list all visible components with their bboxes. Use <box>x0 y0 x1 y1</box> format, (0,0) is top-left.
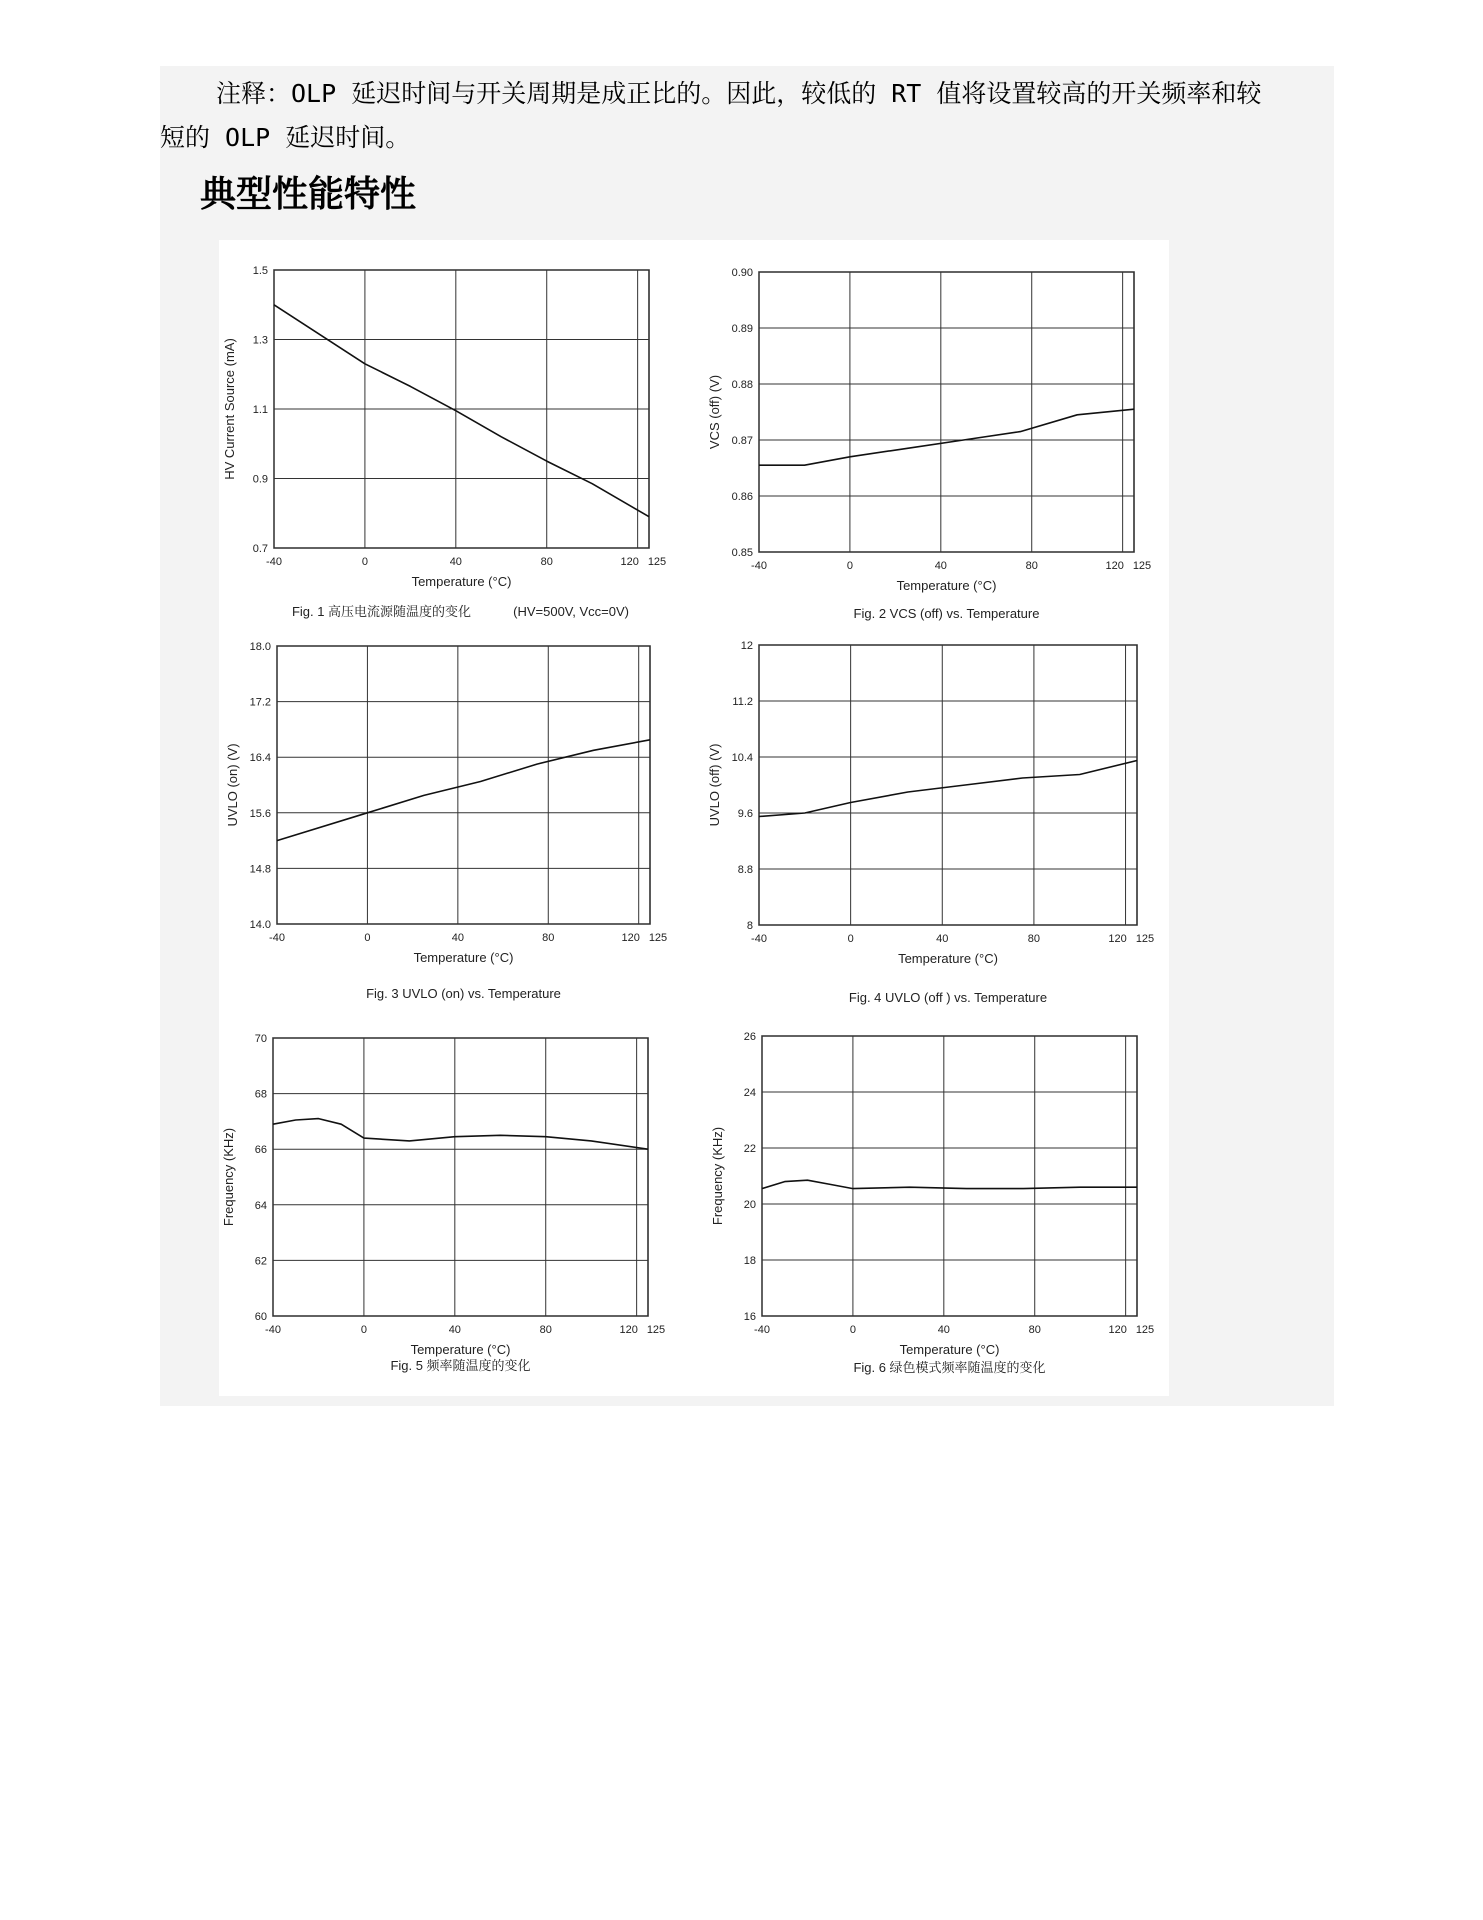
x-tick-label: 0 <box>849 1324 856 1336</box>
x-tick-label: -40 <box>269 932 285 944</box>
x-tick-label: -40 <box>266 556 282 568</box>
x-tick-label: 120 <box>620 556 639 568</box>
figure-sheet <box>219 240 1169 1396</box>
x-tick-label: 80 <box>1027 933 1041 945</box>
x-tick-label: 80 <box>1028 1324 1041 1336</box>
y-tick-label: 8 <box>746 920 753 932</box>
y-tick-label: 22 <box>743 1143 756 1155</box>
y-tick-label: 14.0 <box>249 919 271 931</box>
x-tick-label: 125 <box>648 932 668 944</box>
y-tick-label: 68 <box>254 1088 267 1101</box>
y-axis-title: VCS (off) (V) <box>707 374 722 450</box>
x-tick-label: 0 <box>361 556 368 568</box>
y-tick-label: 20 <box>743 1199 756 1211</box>
note-line-2: 短的 OLP 延迟时间。 <box>160 123 411 152</box>
x-axis-title: Temperature (°C) <box>411 574 512 589</box>
chart-1 <box>222 265 666 619</box>
figure-caption: Fig. 3 UVLO (on) vs. Temperature <box>366 986 561 1001</box>
figure-caption-condition: (HV=500V, Vcc=0V) <box>513 604 629 619</box>
x-tick-label: 40 <box>936 933 949 945</box>
y-tick-label: 0.85 <box>731 547 753 559</box>
x-tick-label: 80 <box>542 932 555 944</box>
chart-6 <box>710 1031 1154 1375</box>
x-tick-label: 120 <box>1108 933 1127 945</box>
y-axis-title: UVLO (on) (V) <box>225 743 240 827</box>
y-tick-label: 0.88 <box>731 379 753 391</box>
chart-2 <box>707 267 1151 621</box>
y-axis-title: UVLO (off) (V) <box>707 743 722 827</box>
y-tick-label: 14.8 <box>249 863 271 876</box>
x-tick-label: 40 <box>451 932 464 944</box>
x-tick-label: -40 <box>751 933 767 945</box>
plot-area <box>273 1038 648 1316</box>
characteristic-charts <box>219 240 1169 1396</box>
y-tick-label: 0.87 <box>731 435 753 447</box>
y-tick-label: 1.3 <box>252 334 268 347</box>
x-tick-label: 120 <box>1105 560 1124 572</box>
x-tick-label: 125 <box>647 556 667 568</box>
y-tick-label: 10.4 <box>731 752 753 764</box>
y-tick-label: 0.89 <box>731 323 753 335</box>
figure-caption: Fig. 4 UVLO (off ) vs. Temperature <box>848 990 1048 1005</box>
plot-area <box>759 645 1137 925</box>
y-tick-label: 16.4 <box>249 752 271 765</box>
figure-caption: Fig. 5 频率随温度的变化 <box>390 1358 531 1373</box>
x-axis-title: Temperature (°C) <box>410 1342 511 1357</box>
x-axis-title: Temperature (°C) <box>896 578 997 593</box>
y-tick-label: 0.9 <box>252 473 268 486</box>
y-tick-label: 1.5 <box>252 265 268 277</box>
y-tick-label: 1.1 <box>252 404 268 416</box>
y-tick-label: 0.86 <box>731 491 753 503</box>
x-tick-label: -40 <box>751 560 767 572</box>
y-tick-label: 62 <box>254 1255 267 1268</box>
x-tick-label: 40 <box>937 1324 950 1336</box>
plot-area <box>759 272 1134 552</box>
x-tick-label: 120 <box>1108 1324 1127 1336</box>
x-tick-label: 125 <box>1132 560 1152 572</box>
y-tick-label: 26 <box>743 1031 756 1043</box>
y-tick-label: 17.2 <box>249 696 271 709</box>
content-panel <box>160 66 1334 1406</box>
note-line-1: 注释：OLP 延迟时间与开关周期是成正比的。因此，较低的 RT 值将设置较高的开关频率和较 <box>216 79 1262 108</box>
y-tick-label: 18.0 <box>249 641 271 653</box>
y-tick-label: 70 <box>254 1033 267 1045</box>
x-tick-label: 80 <box>540 556 553 568</box>
y-tick-label: 0.7 <box>252 543 268 555</box>
y-tick-label: 64 <box>254 1199 267 1212</box>
olp-note <box>160 72 1334 160</box>
y-tick-label: 60 <box>254 1311 267 1323</box>
figure-caption: Fig. 1 高压电流源随温度的变化 <box>291 604 472 619</box>
x-tick-label: -40 <box>265 1324 281 1336</box>
y-tick-label: 16 <box>743 1311 756 1323</box>
y-tick-label: 18 <box>743 1255 756 1267</box>
x-tick-label: 40 <box>934 560 947 572</box>
x-tick-label: 0 <box>364 932 371 944</box>
x-tick-label: 120 <box>621 932 640 944</box>
y-tick-label: 9.6 <box>737 808 753 820</box>
figure-caption: Fig. 6 绿色模式频率随温度的变化 <box>853 1360 1046 1375</box>
x-tick-label: 80 <box>539 1324 552 1336</box>
y-tick-label: 24 <box>743 1087 756 1099</box>
x-axis-title: Temperature (°C) <box>413 950 514 965</box>
x-tick-label: 80 <box>1025 560 1038 572</box>
x-tick-label: 40 <box>449 556 462 568</box>
chart-5 <box>221 1033 665 1373</box>
chart-3 <box>225 641 667 1001</box>
y-tick-label: 0.90 <box>731 267 753 279</box>
y-axis-title: Frequency (KHz) <box>710 1126 725 1226</box>
x-axis-title: Temperature (°C) <box>899 1342 1000 1357</box>
y-tick-label: 12 <box>740 640 753 652</box>
section-heading: 典型性能特性 <box>200 174 417 215</box>
x-tick-label: 125 <box>1135 933 1155 945</box>
y-tick-label: 11.2 <box>732 696 753 708</box>
y-axis-title: HV Current Source (mA) <box>222 338 237 480</box>
x-tick-label: 120 <box>619 1324 638 1336</box>
x-tick-label: 0 <box>846 560 853 572</box>
x-axis-title: Temperature (°C) <box>898 951 998 966</box>
y-tick-label: 15.6 <box>249 807 271 820</box>
y-axis-title: Frequency (KHz) <box>221 1127 236 1227</box>
x-tick-label: -40 <box>754 1324 770 1336</box>
x-tick-label: 125 <box>646 1324 666 1336</box>
chart-4 <box>707 640 1154 1005</box>
plot-area <box>762 1036 1137 1316</box>
y-tick-label: 8.8 <box>737 864 753 876</box>
figure-caption: Fig. 2 VCS (off) vs. Temperature <box>853 606 1040 621</box>
x-tick-label: 0 <box>847 933 854 945</box>
x-tick-label: 0 <box>360 1324 367 1336</box>
y-tick-label: 66 <box>254 1144 267 1157</box>
x-tick-label: 40 <box>448 1324 461 1336</box>
x-tick-label: 125 <box>1135 1324 1155 1336</box>
